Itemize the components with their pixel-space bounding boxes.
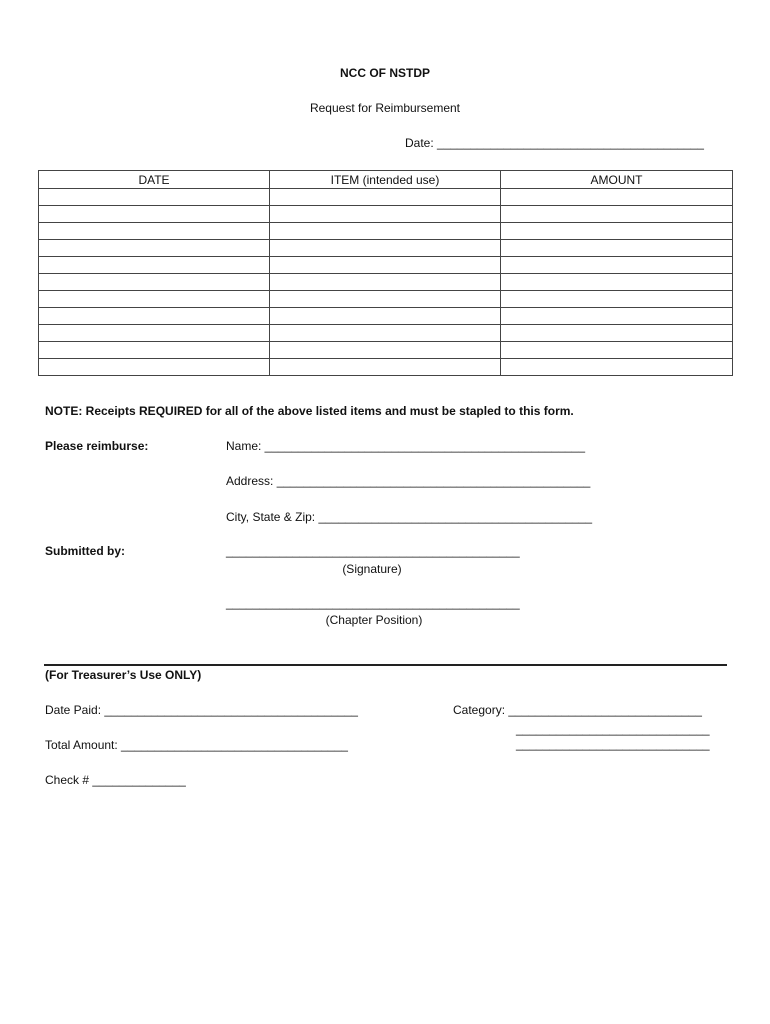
date-paid-field[interactable]: Date Paid: ______________________________________: [45, 703, 358, 717]
section-divider: [44, 664, 727, 666]
amount-cell[interactable]: [501, 359, 733, 376]
column-header-date: DATE: [39, 171, 270, 189]
amount-cell[interactable]: [501, 223, 733, 240]
item-cell[interactable]: [270, 308, 501, 325]
table-row: [39, 308, 733, 325]
form-subtitle: Request for Reimbursement: [309, 101, 461, 115]
amount-cell[interactable]: [501, 291, 733, 308]
item-cell[interactable]: [270, 240, 501, 257]
signature-field[interactable]: ____________________________________________: [226, 544, 520, 558]
chapter-position-caption: (Chapter Position): [325, 613, 423, 627]
table-row: [39, 189, 733, 206]
date-cell[interactable]: [39, 240, 270, 257]
item-cell[interactable]: [270, 359, 501, 376]
category-field[interactable]: Category: _____________________________: [453, 703, 702, 717]
table-header-row: [39, 171, 733, 189]
date-cell[interactable]: [39, 189, 270, 206]
date-cell[interactable]: [39, 257, 270, 274]
date-cell[interactable]: [39, 359, 270, 376]
date-cell[interactable]: [39, 325, 270, 342]
column-header-item: ITEM (intended use): [270, 171, 501, 189]
table-row: [39, 240, 733, 257]
amount-cell[interactable]: [501, 189, 733, 206]
amount-cell[interactable]: [501, 257, 733, 274]
amount-cell[interactable]: [501, 342, 733, 359]
date-cell[interactable]: [39, 274, 270, 291]
reimbursement-items-table: [38, 170, 733, 376]
date-field[interactable]: Date: ________________________________________: [405, 136, 704, 150]
receipts-note: NOTE: Receipts REQUIRED for all of the above listed items and must be stapled to this form.: [45, 404, 574, 418]
table-body: [39, 189, 733, 376]
table-row: [39, 223, 733, 240]
name-field[interactable]: Name: ________________________________________________: [226, 439, 586, 453]
city-state-zip-field[interactable]: City, State & Zip: _________________________________________: [226, 510, 593, 524]
amount-cell[interactable]: [501, 308, 733, 325]
item-cell[interactable]: [270, 206, 501, 223]
item-cell[interactable]: [270, 342, 501, 359]
item-cell[interactable]: [270, 189, 501, 206]
amount-cell[interactable]: [501, 325, 733, 342]
check-number-field[interactable]: Check # ______________: [45, 773, 186, 787]
chapter-position-field[interactable]: ____________________________________________: [226, 596, 520, 610]
table-row: [39, 291, 733, 308]
amount-cell[interactable]: [501, 206, 733, 223]
date-cell[interactable]: [39, 223, 270, 240]
item-cell[interactable]: [270, 223, 501, 240]
date-cell[interactable]: [39, 342, 270, 359]
item-cell[interactable]: [270, 325, 501, 342]
date-cell[interactable]: [39, 291, 270, 308]
item-cell[interactable]: [270, 257, 501, 274]
form-title: NCC OF NSTDP: [340, 66, 430, 80]
table-row: [39, 359, 733, 376]
amount-cell[interactable]: [501, 240, 733, 257]
amount-cell[interactable]: [501, 274, 733, 291]
item-cell[interactable]: [270, 274, 501, 291]
item-cell[interactable]: [270, 291, 501, 308]
category-line-3[interactable]: _____________________________: [516, 737, 710, 751]
table-row: [39, 274, 733, 291]
please-reimburse-label: Please reimburse:: [45, 439, 149, 453]
submitted-by-label: Submitted by:: [45, 544, 125, 558]
date-cell[interactable]: [39, 206, 270, 223]
category-line-2[interactable]: _____________________________: [516, 722, 710, 736]
signature-caption: (Signature): [342, 562, 402, 576]
table-row: [39, 206, 733, 223]
treasurer-section-heading: (For Treasurer’s Use ONLY): [45, 668, 202, 682]
date-cell[interactable]: [39, 308, 270, 325]
table-row: [39, 257, 733, 274]
table-row: [39, 342, 733, 359]
table-row: [39, 325, 733, 342]
address-field[interactable]: Address: _______________________________________________: [226, 474, 591, 488]
column-header-amount: AMOUNT: [501, 171, 733, 189]
total-amount-field[interactable]: Total Amount: __________________________________: [45, 738, 348, 752]
